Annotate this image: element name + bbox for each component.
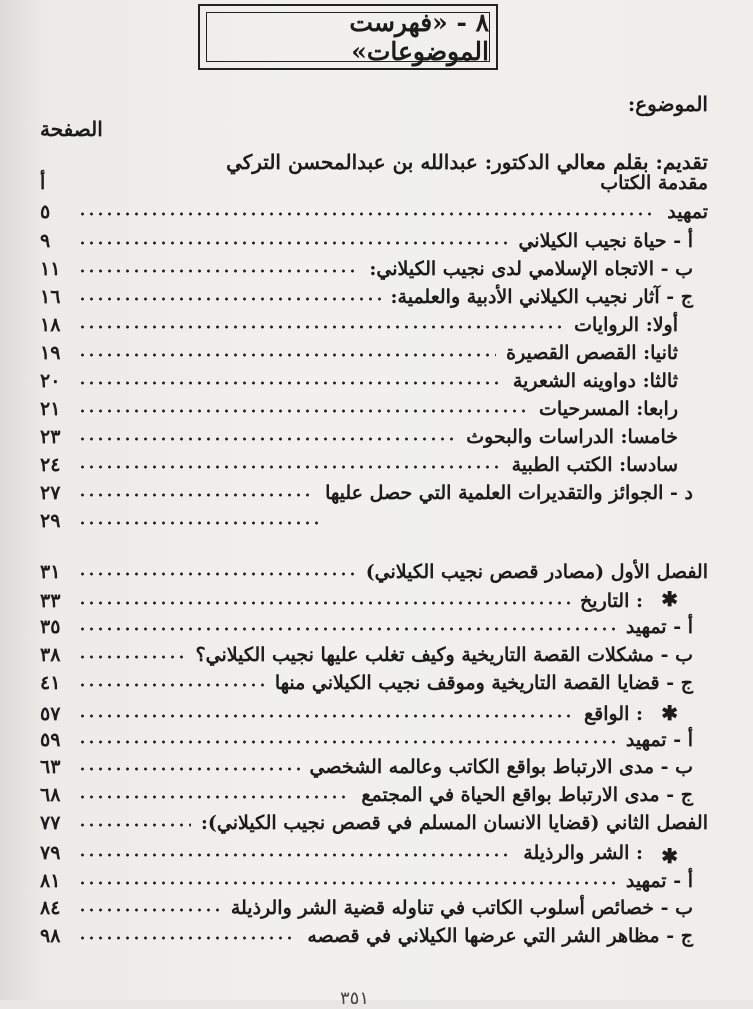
toc-page-number: ٣٣ [40,590,61,612]
toc-entry-text: ج - مدى الارتباط بواقع الحياة في المجتمع [361,784,693,806]
toc-row [40,168,708,196]
toc-entry-text: ثالثا: دواوينه الشعرية [512,370,678,392]
toc-page-number: ٢٩ [40,510,61,532]
toc-entry-text: ثانيا: القصص القصيرة [506,342,678,364]
leader-dots [78,434,456,444]
leader-dots [78,850,513,860]
toc-row [40,780,693,808]
toc-row [40,866,693,894]
toc-page-number: أ [40,172,46,194]
toc-row [40,422,678,450]
toc-row [40,612,693,640]
toc-page-number: ١٦ [40,286,61,308]
toc-page-number: ٣١ [40,561,61,583]
toc-row [40,699,643,727]
toc-page-number: ٢٤ [40,454,61,476]
toc-row [40,254,693,282]
topic-column-header: الموضوع: [627,92,708,116]
toc-page-number: ١٩ [40,342,61,364]
toc-entry-text: ب - مشكلات القصة التاريخية وكيف تغلب عليها نجيب الكيلاني؟ [195,644,693,666]
toc-entry-text: أ - تمهيد [625,729,693,751]
toc-row [40,197,708,225]
leader-dots [78,266,359,276]
leader-dots [78,711,574,721]
toc-page-number: ٩٨ [40,925,61,947]
toc-row [40,725,693,753]
toc-page-number: ٧٩ [40,842,61,864]
leader-dots [78,764,300,774]
toc-entry-text: ج - آثار نجيب الكيلاني الأدبية والعلمية: [390,286,693,308]
toc-entry-text: ج - قضايا القصة التاريخية وموقف نجيب الكيلاني منها [274,672,693,694]
toc-entry-text: ب - خصائص أسلوب الكاتب في تناوله قضية الشر والرذيلة [230,897,693,919]
leader-dots [78,933,297,943]
toc-page-number: ٨٤ [40,897,61,919]
toc-entry-text: ب - مدى الارتباط بواقع الكاتب وعالمه الشخصي [309,756,693,778]
asterisk-icon: ✱ [661,844,678,868]
leader-dots [78,238,508,248]
toc-entry-text: مقدمة الكتاب [600,172,708,194]
toc-entry-text: تمهيد [667,201,708,223]
page-title: ٨ - «فهرست الموضوعات» [206,12,490,62]
leader-dots [78,322,564,332]
page-column-header: الصفحة [40,117,103,141]
toc-row [40,478,693,506]
toc-page-number: ٢٠ [40,370,61,392]
toc-page-number: ٦٨ [40,784,61,806]
toc-row [40,557,708,585]
toc-entry-text: خامسا: الدراسات والبحوث [466,426,678,448]
toc-entry-text: رابعا: المسرحيات [539,398,678,420]
toc-entry-text: أ - تمهيد [625,616,693,638]
leader-dots [78,624,616,634]
toc-entry-text: الفصل الأول (مصادر قصص نجيب الكيلاني) [365,561,708,583]
leader-dots [78,598,570,608]
toc-row [40,366,678,394]
leader-dots [78,878,616,888]
toc-page-number: ١١ [40,258,61,280]
toc-entry-text: أ - تمهيد [625,870,693,892]
toc-row [40,310,678,338]
toc-entry-text: الفصل الثاني (قضايا الانسان المسلم في قصص نجيب الكيلاني): [200,812,708,834]
toc-row [40,808,708,836]
leader-dots [78,820,191,830]
toc-entry-text: سادسا: الكتب الطبية [511,454,678,476]
leader-dots [78,792,351,802]
toc-page-number: ٨١ [40,870,61,892]
toc-page-number: ٢٣ [40,426,61,448]
asterisk-icon: ✱ [661,587,678,611]
leader-dots [78,652,186,662]
leader-dots [78,490,315,500]
leader-dots [78,737,616,747]
toc-page-number: ٥٧ [40,703,61,725]
toc-entry-text: ج - مظاهر الشر التي عرضها الكيلاني في قصصه [307,925,693,947]
leader-dots [78,680,265,690]
leader-dots [78,294,381,304]
toc-row [40,838,643,866]
title-frame [198,4,498,70]
toc-page-number: ٤١ [40,672,61,694]
toc-page-number: ٦٣ [40,756,61,778]
toc-entry-text: أولا: الروايات [574,314,678,336]
toc-row [40,668,693,696]
toc-entry-text: : التاريخ [580,590,643,612]
toc-entry-text: أ - حياة نجيب الكيلاني [518,230,693,252]
toc-row [40,893,693,921]
toc-entry-text: ب - الاتجاه الإسلامي لدى نجيب الكيلاني: [369,258,693,280]
intro-line: تقديم: بقلم معالي الدكتور: عبدالله بن عبدالمحسن التركي [226,150,708,174]
toc-entry-text: : الشر والرذيلة [523,842,643,864]
toc-page-number: ٣٥ [40,616,61,638]
toc-page-number: ٢٧ [40,482,61,504]
toc-row [40,506,333,534]
toc-row [40,394,678,422]
asterisk-icon: ✱ [661,701,678,725]
toc-row [40,226,693,254]
leader-dots [78,569,356,579]
toc-page-number: ٧٧ [40,812,61,834]
leader-dots [78,209,657,219]
leader-dots [78,518,323,528]
toc-entry-text: : الواقع [584,703,643,725]
leader-dots [78,406,529,416]
leader-dots [78,462,502,472]
toc-row [40,752,693,780]
leader-dots [78,350,496,360]
toc-page-number: ٥ [40,201,51,223]
toc-row [40,282,693,310]
toc-page-number: ٩ [40,230,51,252]
footer-page-number: ٣٥١ [340,988,370,1009]
toc-page-number: ٢١ [40,398,61,420]
toc-page-number: ٣٨ [40,644,61,666]
toc-row [40,586,643,614]
leader-dots [78,378,503,388]
toc-entry-text: د - الجوائز والتقديرات العلمية التي حصل عليها [325,482,693,504]
leader-dots [78,905,221,915]
toc-page-number: ٥٩ [40,729,61,751]
toc-row [40,338,678,366]
toc-page-number: ١٨ [40,314,61,336]
toc-row [40,450,678,478]
toc-row [40,640,693,668]
toc-row [40,921,693,949]
